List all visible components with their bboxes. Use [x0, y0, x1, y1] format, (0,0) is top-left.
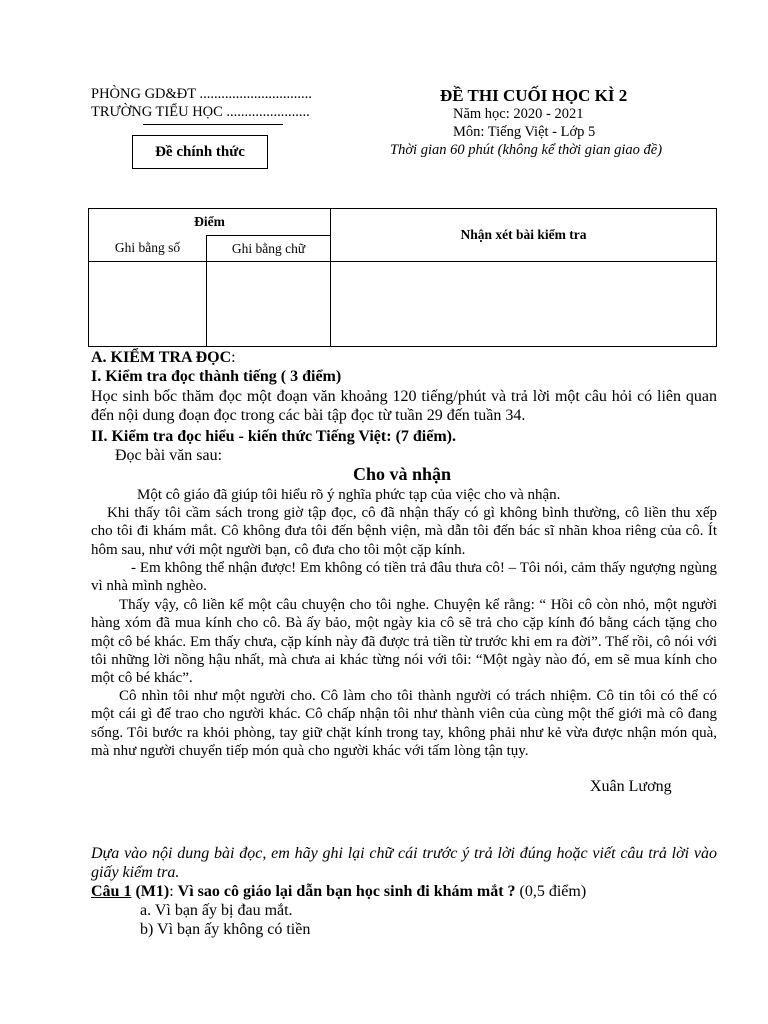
- duration-line: Thời gian 60 phút (không kể thời gian giao đề): [390, 142, 663, 158]
- question-1-points: (0,5 điểm): [515, 883, 587, 900]
- section-a-colon: :: [231, 349, 236, 366]
- part1-text: Học sinh bốc thăm đọc một đoạn văn khoảng 120 tiếng/phút và trả lời một câu hỏi có liên quan đến nội dung đoạn đọc trong các bài tập đọc từ tuần 29 đến tuần 34.: [91, 388, 717, 424]
- story-paragraph: Một cô giáo đã giúp tôi hiểu rõ ý nghĩa phức tạp của việc cho và nhận.: [137, 487, 561, 503]
- score-table: [88, 208, 717, 347]
- comment-header: Nhận xét bài kiểm tra: [331, 209, 717, 262]
- score-number-cell[interactable]: [89, 262, 207, 347]
- comment-cell[interactable]: [331, 262, 717, 347]
- question-1-label: Câu 1: [91, 883, 132, 900]
- read-prompt: Đọc bài văn sau:: [115, 447, 223, 464]
- score-by-words-header: Ghi bằng chữ: [207, 236, 331, 262]
- instructions: Dựa vào nội dung bài đọc, em hãy ghi lại chữ cái trước ý trả lời đúng hoặc viết câu trả lời vào giấy kiểm tra.: [91, 845, 717, 881]
- school-year: Năm học: 2020 - 2021: [453, 106, 584, 122]
- score-by-number-header: Ghi bằng số: [89, 236, 207, 262]
- story-paragraph: Khi thấy tôi cầm sách trong giờ tập đọc, cô đã nhận thấy có gì không bình thường, cô liền thu xếp cho tôi đi khám mắt. Cô không đưa tôi đến bệnh viện, mà dẫn tôi đến bác sĩ nhãn khoa riêng của cô. Ít hôm sau, như với một người bạn, cô đưa cho tôi một cặp kính.: [91, 505, 717, 558]
- part2-title: II. Kiểm tra đọc hiểu - kiến thức Tiếng Việt: (7 điểm).: [91, 428, 456, 445]
- story-paragraph: Cô nhìn tôi như một người cho. Cô làm cho tôi thành người có trách nhiệm. Cô tin tôi có thể có một cái gì để trao cho người khác. Cô chấp nhận tôi như thành viên của cùng một thế giới mà cô đang sống. Tôi bước ra khỏi phòng, tay giữ chặt kính trong tay, không phải như kẻ vừa được nhận món quà, mà như người chuyển tiếp món quà cho người khác với tấm lòng tận tụy.: [91, 688, 717, 759]
- question-1-colon: :: [169, 883, 178, 900]
- question-1-option-a[interactable]: a. Vì bạn ấy bị đau mắt.: [140, 902, 293, 919]
- question-1: [91, 882, 717, 901]
- score-header: Điểm: [89, 209, 331, 236]
- subject-line: Môn: Tiếng Việt - Lớp 5: [453, 124, 596, 140]
- question-1-option-b[interactable]: b) Vì bạn ấy không có tiền: [140, 921, 311, 938]
- part1-title: I. Kiểm tra đọc thành tiếng ( 3 điểm): [91, 368, 342, 385]
- story-title: Cho và nhận: [352, 464, 452, 484]
- score-words-cell[interactable]: [207, 262, 331, 347]
- story-author: Xuân Lương: [590, 778, 672, 795]
- school-line: TRƯỜNG TIỂU HỌC .......................: [91, 104, 310, 120]
- question-1-level: (M1): [131, 883, 170, 900]
- story-paragraph: Thấy vậy, cô liền kể một câu chuyện cho tôi nghe. Chuyện kể rằng: “ Hồi cô còn nhỏ, một người hàng xóm đã mua kính cho cô. Bà ấy bảo, một ngày kia cô sẽ trả cho cặp kính đó bằng cách tặng cho một cô bé khác. Em thấy chưa, cặp kính này đã được trả tiền từ trước khi em ra đời”. Thế rồi, cô nói với tôi những lời nồng hậu nhất, mà chưa ai khác từng nói với tôi: “Một ngày nào đó, em sẽ mua kính cho một cô bé khác”.: [91, 597, 717, 687]
- story-paragraph: - Em không thể nhận được! Em không có tiền trả đâu thưa cô! – Tôi nói, cảm thấy ngượng ngùng vì nhà mình nghèo.: [91, 560, 717, 595]
- question-1-text: Vì sao cô giáo lại dẫn bạn học sinh đi khám mắt ?: [177, 883, 516, 900]
- section-a-title: A. KIỂM TRA ĐỌC: [91, 349, 232, 366]
- department-line: PHÒNG GD&ĐT ...............................: [91, 86, 312, 102]
- exam-title: ĐỀ THI CUỐI HỌC KÌ 2: [440, 86, 628, 105]
- header-divider: [143, 124, 283, 125]
- official-label: Đề chính thức: [132, 135, 268, 169]
